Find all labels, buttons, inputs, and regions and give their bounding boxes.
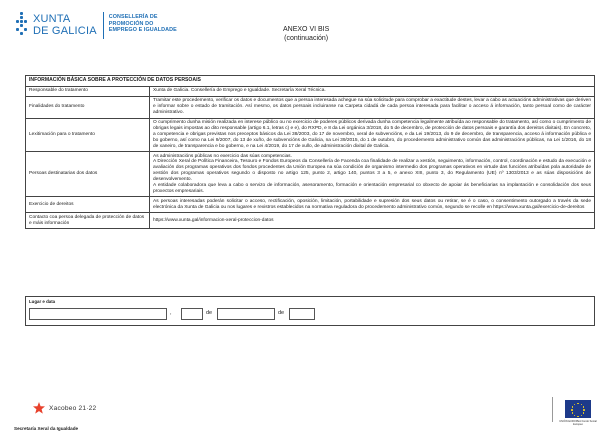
row-label: Responsable do tratamento <box>26 86 150 96</box>
row-text: O cumprimento dunha misión realizada en interese público ou no exercicio de poderes públicos derivada dunha competencia legalmente atribuída ao responsable do tratamento, así como o cumprimento de obrigas legais impostas ao dito responsable (artigo 6.1, letras c) e e), do RXPD, e 8 da Lei orgánica 3/2018, do 5 de decembro, de protección de datos persoais e garantía dos dereitos dixitais). En concreto, a competencia e obrigas previstas nos preceptos básicos da Lei 38/2003, do 17 de novembro, xeral de subvencións, e da Lei 19/2013, do 9 de decembro, de transparencia, acceso á información pública e bo goberno, así como na Lei 9/2007, do 13 de xuño, de subvencións de Galicia, na Lei 39/2015, do 1 de outubro, do procedemento administrativo común das administracións públicas, na Lei 1/2016, do 18 de xaneiro, de transparencia e bo goberno, e na Lei 4/2019, do 17 de xullo, de administración dixital de Galicia. <box>150 118 595 152</box>
dept-line3: EMPREGO E IGUALDADE <box>108 27 177 34</box>
year-field[interactable] <box>289 308 315 320</box>
secretaria-text: Secretaría Xeral da Igualdade <box>14 426 79 431</box>
de-separator-2: de <box>278 310 285 316</box>
place-date-section <box>25 296 595 326</box>
comma-separator: , <box>170 310 172 316</box>
data-protection-table <box>25 75 595 229</box>
row-text: As persoas interesadas poderán solicitar o acceso, rectificación, oposición, limitación, portabilidade e supresión dos seus datos ou retirar, se é o caso, o consentimento outorgado a través da sede electrónica da Xunta de Galicia ou nos lugares e rexistros establecidos na normativa reguladora do procedemento administrativo común, segundo se recolle en https://www.xunta.gal/exercicio-de-dereitos <box>150 197 595 213</box>
xacobeo-text: Xacobeo 21·22 <box>49 404 97 412</box>
annex-heading <box>283 26 329 43</box>
row-text: Xunta de Galicia. Consellería de Emprego e Igualdade. Secretaría Xeral Técnica. <box>150 86 595 96</box>
row-label: Lexitimación para o tratamento <box>26 118 150 152</box>
brand-name <box>33 13 97 37</box>
department-name <box>109 14 177 34</box>
table-row <box>26 197 595 213</box>
table-row <box>26 96 595 118</box>
dept-line2: PROMOCIÓN DO <box>108 20 154 27</box>
table-row <box>26 213 595 229</box>
xunta-logo <box>14 12 177 39</box>
row-label: Exercicio de dereitos <box>26 197 150 213</box>
row-label: Finalidades do tratamento <box>26 96 150 118</box>
dept-line1: CONSELLERÍA DE <box>108 14 158 20</box>
month-field[interactable] <box>217 308 275 320</box>
table-row <box>26 86 595 96</box>
xunta-cross-icon <box>14 12 30 38</box>
eu-flag-icon <box>565 400 591 418</box>
eu-divider <box>552 397 553 422</box>
brand-line1: XUNTA <box>33 13 71 25</box>
table-title: INFORMACIÓN BÁSICA SOBRE A PROTECCIÓN DE DATOS PERSOAIS <box>26 76 595 87</box>
de-separator-1: de <box>206 310 213 316</box>
brand-line2: DE GALICIA <box>33 25 97 37</box>
place-field[interactable] <box>29 308 167 320</box>
xacobeo-logo <box>32 402 96 414</box>
row-link[interactable]: https://www.xunta.gal/informacion-xeral-proteccion-datos <box>150 213 595 229</box>
row-label: Contacto coa persoa delegada de protección de datos e máis información <box>26 213 150 229</box>
eu-caption: UNIÓN EUROPEA Fondo Social Europeo <box>559 420 597 426</box>
row-text: As administracións públicas no exercicio das súas competencias. A Dirección Xeral de Política Financeira, Tesouro e Fondos Europeos da Consellería de Facenda coa finalidade de realizar a xestión, seguimento, información, control, coordinación e estudo da execución e avaliación dos programas operativos dos fondos procedentes da Unión Europea na súa condición de organismo intermedio dos programas operativos en virtude das funcións atribuídas pola autoridade de xestión dos programas operativos segundo o disposto no artigo 125, punto 2, artigo 140, puntos 3 a 5, e anexo XIII, punto 3, do Regulamento (UE) nº 1303/2013 e as súas disposicións de desenvolvemento. A entidade colaboradora que leva a cabo o servizo de información, asesoramento, formación e orientación empresarial co obxecto de apoiar ás beneficiarias na implantación e consolidación dos seus proxectos empresariais. <box>150 152 595 197</box>
brand-divider <box>103 12 104 39</box>
table-title-row <box>26 76 595 87</box>
annex-title: ANEXO VI BIS <box>283 26 330 33</box>
table-row <box>26 152 595 197</box>
day-field[interactable] <box>181 308 203 320</box>
table-row <box>26 118 595 152</box>
place-date-label: Lugar e data <box>29 299 56 304</box>
row-text: Tramitar este procedemento, verificar os datos e documentos que a persoa interesada achegue na súa solicitude para comprobar a exactitude destes, levar a cabo as actuacións administrativas que deriven e informar sobre o estado de tramitación. Así mesmo, os datos persoais incluiranse na Carpeta cidadá de cada persoa interesada para facilitar o acceso á información, tanto persoal como de carácter administrativo. <box>150 96 595 118</box>
xacobeo-star-icon <box>32 402 46 414</box>
annex-subtitle: (continuación) <box>284 34 329 42</box>
row-label: Persoas destinatarias dos datos <box>26 152 150 197</box>
